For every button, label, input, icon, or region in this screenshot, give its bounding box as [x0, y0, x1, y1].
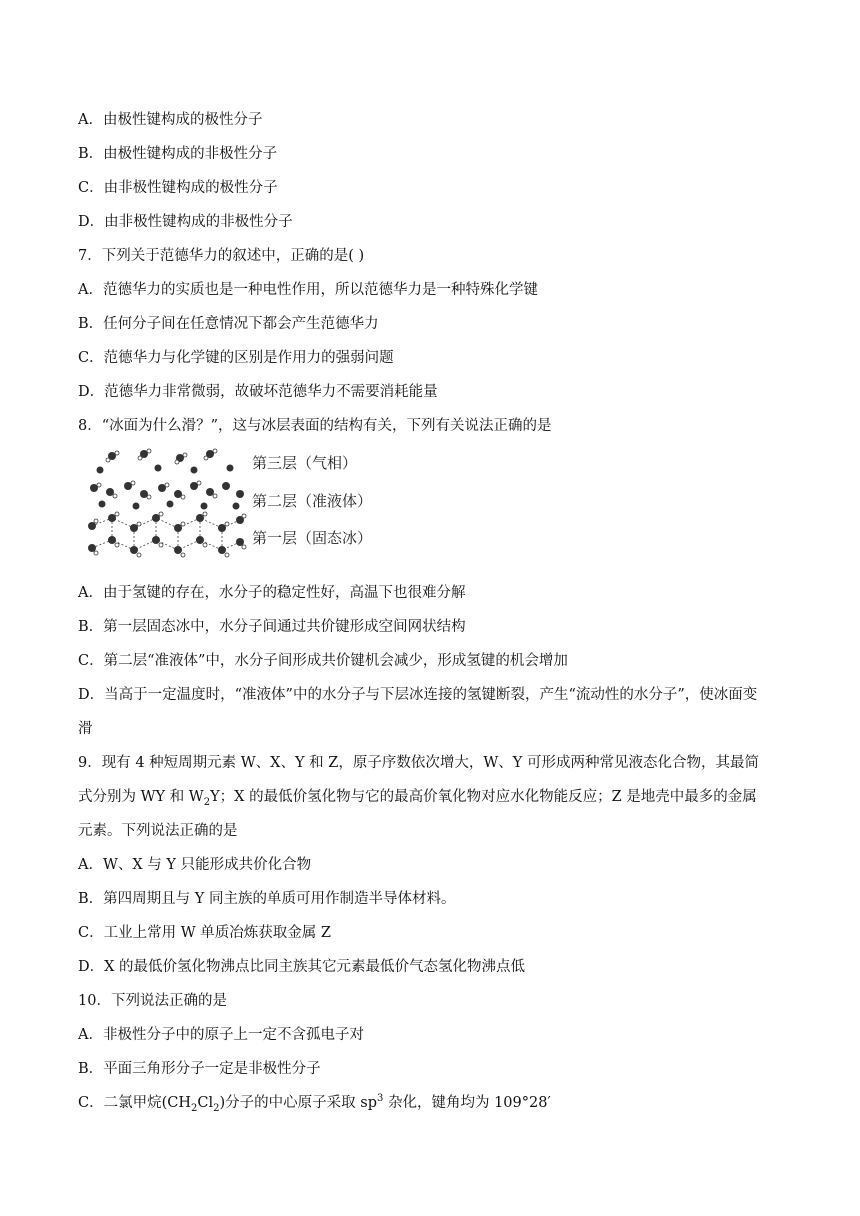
q7-option-b: B．任何分子间在任意情况下都会产生范德华力 — [78, 316, 379, 332]
q8-option-a: A．由于氢键的存在，水分子的稳定性好，高温下也很难分解 — [78, 585, 466, 601]
q7-option-a: A．范德华力的实质也是一种电性作用，所以范德华力是一种特殊化学键 — [78, 282, 538, 298]
q8-option-d-line2: 滑 — [78, 721, 93, 737]
q9-option-d: D．X 的最低价氢化物沸点比同主族其它元素最低价气态氢化物沸点低 — [78, 959, 526, 975]
q7-option-d: D．范德华力非常微弱，故破坏范德华力不需要消耗能量 — [78, 384, 438, 400]
layer3-label: 第三层（气相） — [252, 454, 358, 472]
q9-stem-line2-a: 式分别为 WY 和 W — [78, 789, 204, 805]
q10-option-c-d: 杂化，键角均为 109°28′ — [383, 1095, 551, 1111]
q6-option-a: A．由极性键构成的极性分子 — [78, 112, 263, 128]
ice-molecules-diagram — [82, 448, 247, 566]
q9-stem-line3: 元素。下列说法正确的是 — [78, 823, 238, 839]
q9-stem-line2 — [78, 787, 757, 807]
q10-option-a: A．非极性分子中的原子上一定不含孤电子对 — [78, 1027, 364, 1043]
q8-stem: 8．“冰面为什么滑？”，这与冰层表面的结构有关，下列有关说法正确的是 — [78, 418, 552, 434]
q9-stem-line1: 9．现有 4 种短周期元素 W、X、Y 和 Z，原子序数依次增大，W、Y 可形成两种常见液态化合物，其最简 — [78, 755, 759, 771]
q9-option-b: B．第四周期且与 Y 同主族的单质可用作制造半导体材料。 — [78, 891, 456, 907]
q8-option-c: C．第二层“准液体”中，水分子间形成共价键机会减少，形成氢键的机会增加 — [78, 653, 568, 669]
q6-option-c: C．由非极性键构成的极性分子 — [78, 180, 278, 196]
layer2-label: 第二层（准液体） — [252, 492, 373, 510]
q6-option-b: B．由极性键构成的非极性分子 — [78, 146, 278, 162]
q9-stem-line2-b: Y；X 的最低价氢化物与它的最高价氧化物对应水化物能反应；Z 是地壳中最多的金属 — [210, 789, 757, 805]
q10-option-c — [78, 1093, 551, 1113]
q10-option-c-c: )分子的中心原子采取 sp — [219, 1095, 377, 1111]
q10-option-c-b: Cl — [197, 1095, 214, 1111]
q7-stem: 7．下列关于范德华力的叙述中，正确的是( ) — [78, 248, 365, 264]
q10-option-c-a: C．二氯甲烷(CH — [78, 1095, 191, 1111]
q9-option-c: C．工业上常用 W 单质冶炼获取金属 Z — [78, 925, 331, 941]
q10-option-c-sub2: 2 — [213, 1102, 220, 1114]
q6-option-d: D．由非极性键构成的非极性分子 — [78, 214, 293, 230]
q8-option-b: B．第一层固态冰中，水分子间通过共价键形成空间网状结构 — [78, 619, 466, 635]
q10-option-c-sub1: 2 — [191, 1102, 198, 1114]
q9-stem-line2-sub: 2 — [203, 796, 211, 808]
q7-option-c: C．范德华力与化学键的区别是作用力的强弱问题 — [78, 350, 394, 366]
q10-stem: 10．下列说法正确的是 — [78, 993, 227, 1009]
layer1-label: 第一层（固态冰） — [252, 529, 373, 547]
q10-option-c-sup: 3 — [376, 1093, 384, 1105]
q9-option-a: A．W、X 与 Y 只能形成共价化合物 — [78, 857, 312, 873]
q10-option-b: B．平面三角形分子一定是非极性分子 — [78, 1061, 321, 1077]
q8-option-d-line1: D．当高于一定温度时，“准液体”中的水分子与下层冰连接的氢键断裂，产生“流动性的水分子”，使冰面变 — [78, 687, 758, 703]
